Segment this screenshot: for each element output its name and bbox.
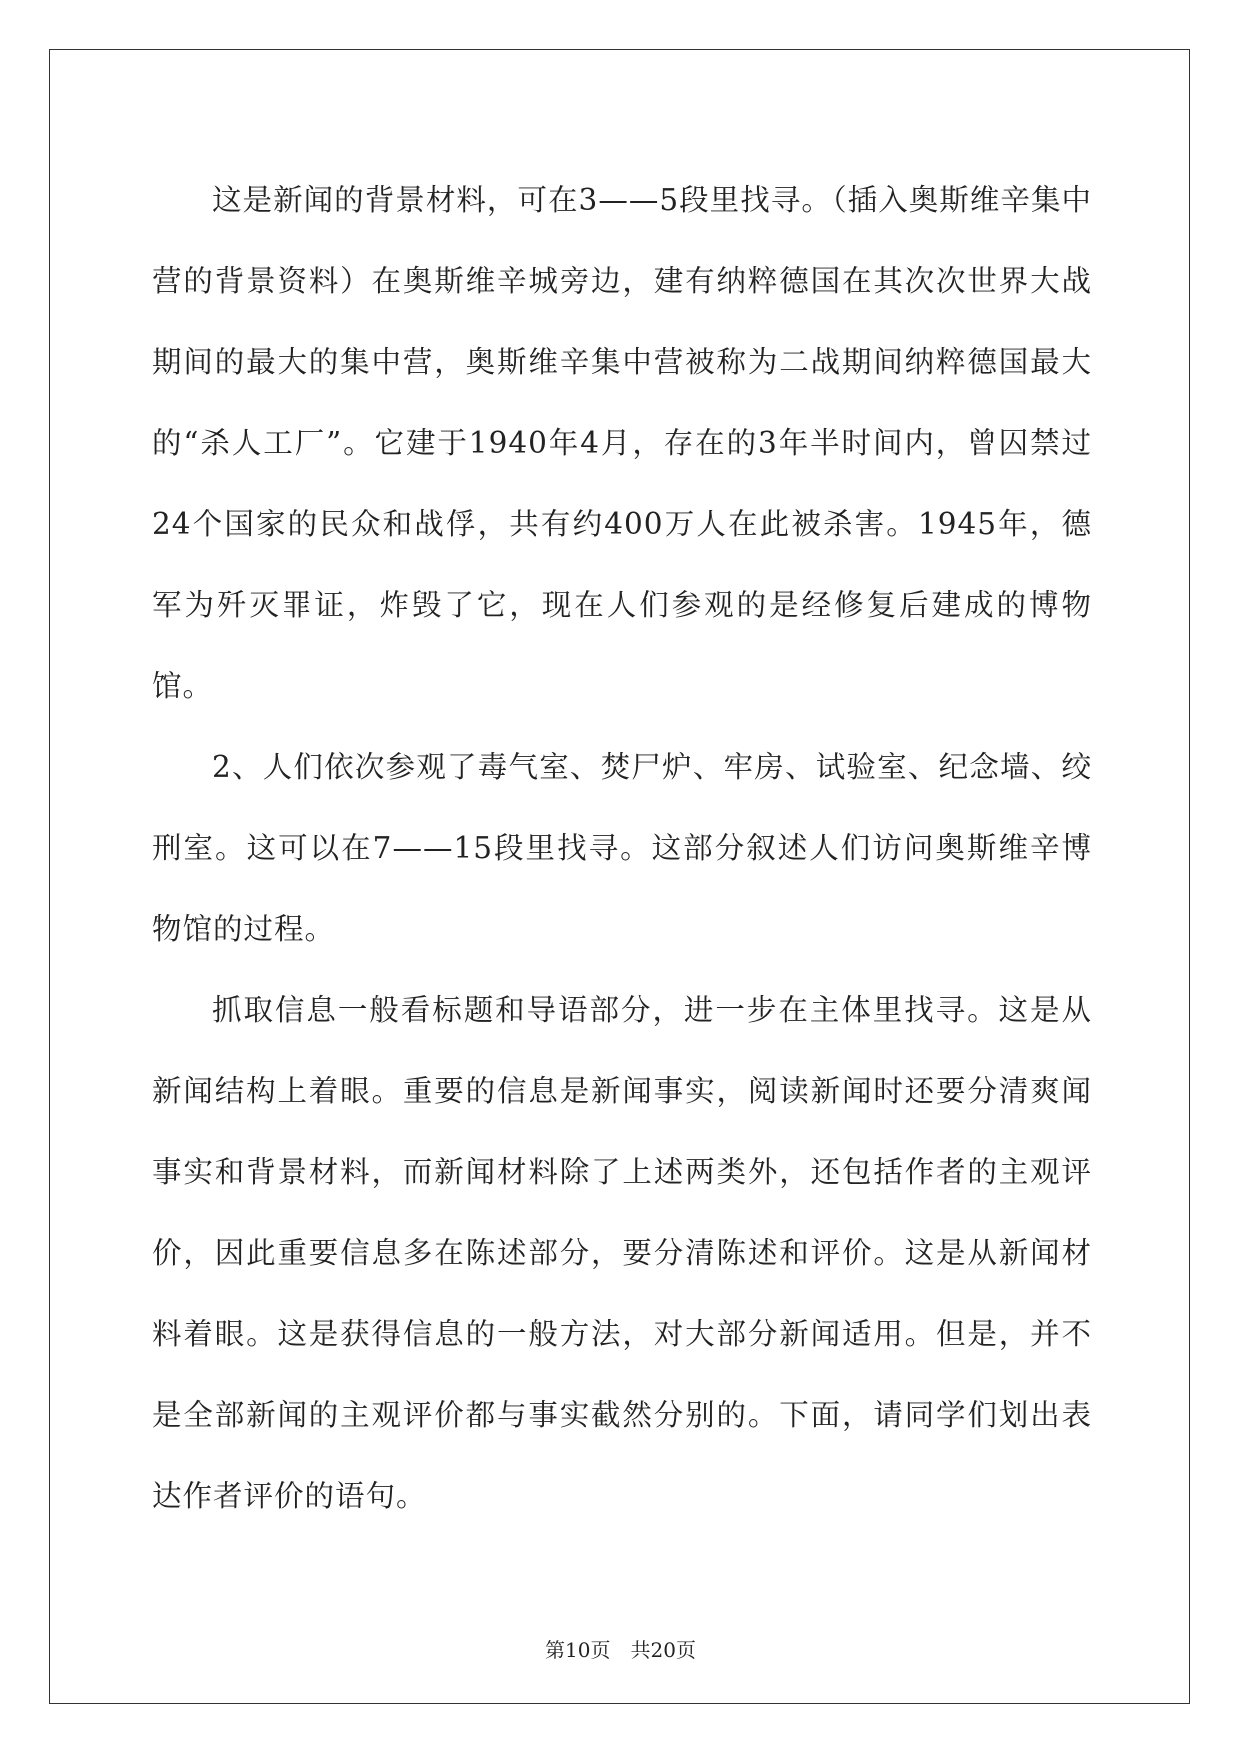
paragraph-visit-sequence: 2、人们依次参观了毒气室、焚尸炉、牢房、试验室、纪念墙、绞刑室。这可以在7——15段里找寻。这部分叙述人们访问奥斯维辛博物馆的过程。 [152,750,1092,946]
document-body [152,160,1092,1537]
page-total: 共20页 [630,1638,696,1662]
paragraph-background-material: 这是新闻的背景材料，可在3——5段里找寻。（插入奥斯维辛集中营的背景资料）在奥斯维辛城旁边，建有纳粹德国在其次次世界大战期间的最大的集中营，奥斯维辛集中营被称为二战期间纳粹德国最大的“杀人工厂”。它建于1940年4月，存在的3年半时间内，曾囚禁过24个国家的民众和战俘，共有约400万人在此被杀害。1945年，德军为歼灭罪证，炸毁了它，现在人们参观的是经修复后建成的博物馆。 [152,183,1092,703]
page-number: 第10页 [545,1638,611,1662]
paragraph-information-method: 抓取信息一般看标题和导语部分，进一步在主体里找寻。这是从新闻结构上着眼。重要的信息是新闻事实，阅读新闻时还要分清爽闻事实和背景材料，而新闻材料除了上述两类外，还包括作者的主观评价，因此重要信息多在陈述部分，要分清陈述和评价。这是从新闻材料着眼。这是获得信息的一般方法，对大部分新闻适用。但是，并不是全部新闻的主观评价都与事实截然分别的。下面，请同学们划出表达作者评价的语句。 [152,993,1092,1513]
page-footer [0,1634,1241,1663]
